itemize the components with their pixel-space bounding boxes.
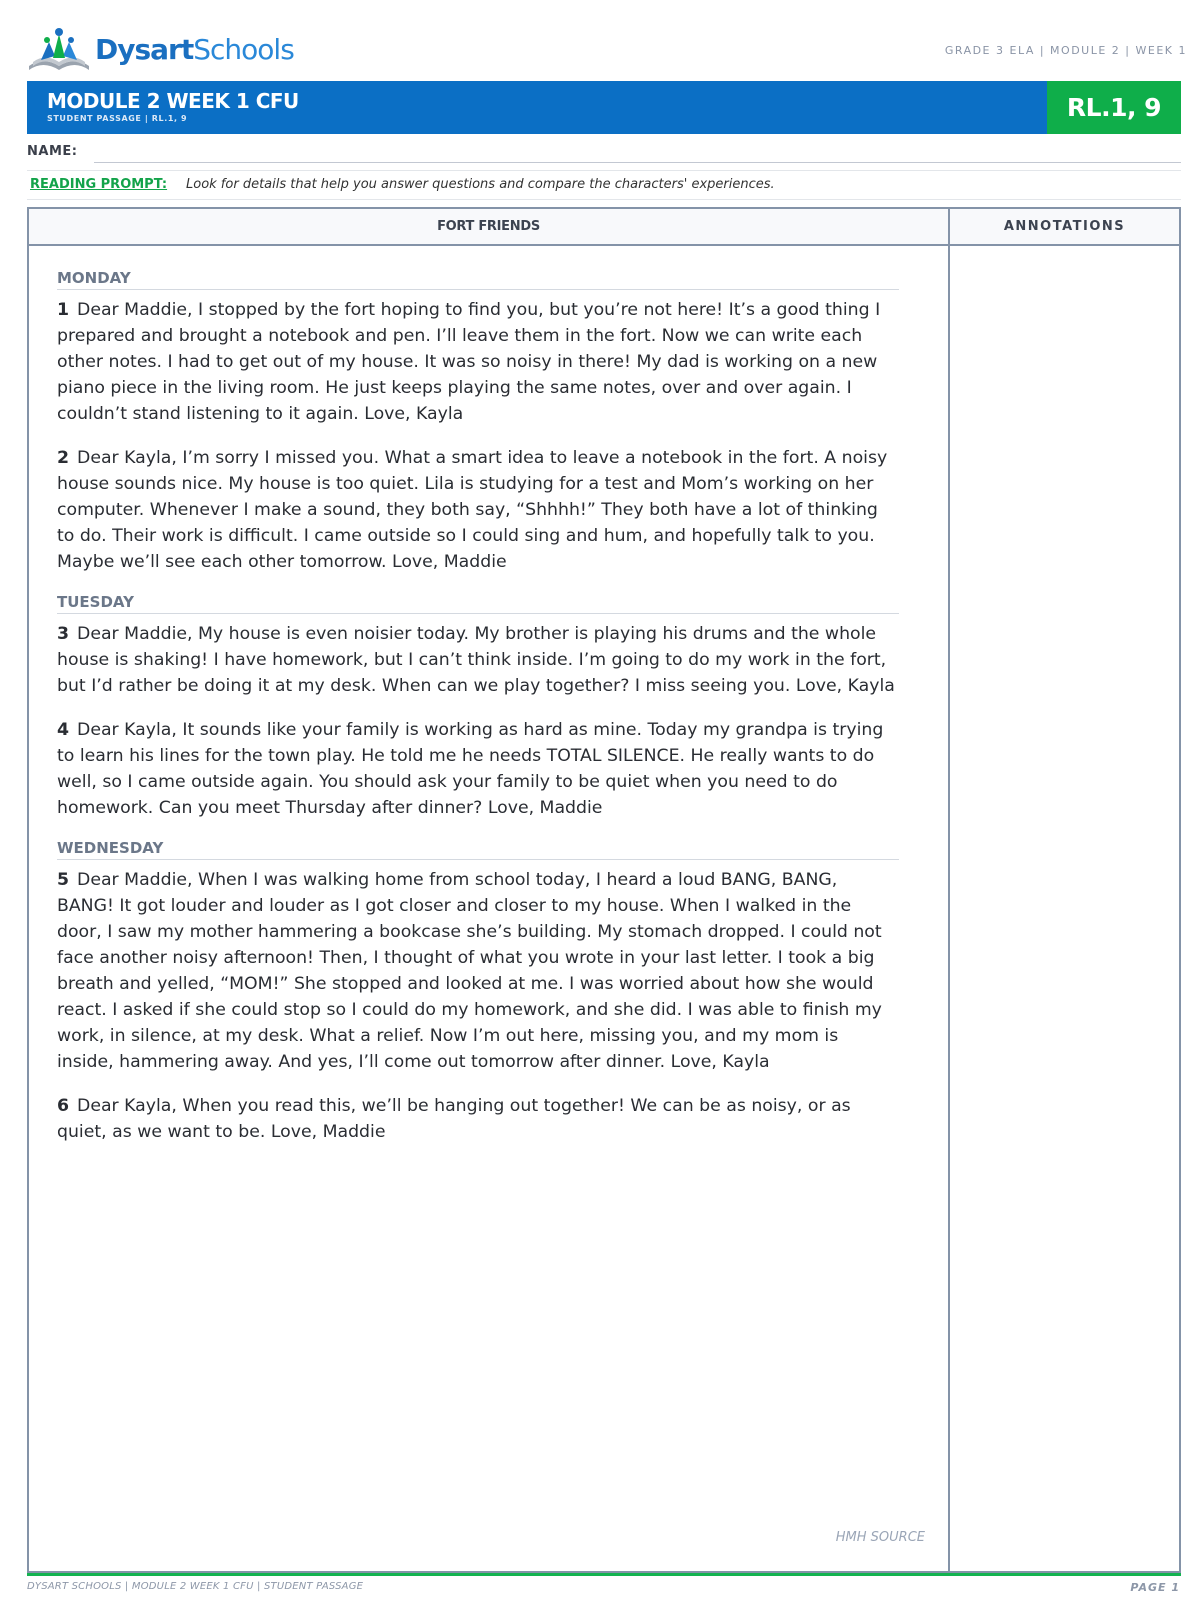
- source-credit: HMH SOURCE: [835, 1530, 925, 1545]
- paragraph-number: 2: [57, 448, 70, 468]
- paragraph-text: Dear Kayla, It sounds like your family is working as hard as mine. Today my grandpa is trying to learn his lines for the town play. He told me he needs TOTAL SILENCE. He really wants to do well, so I came outside again. You should ask your family to be quiet when you need to do homework. Can you meet Thursday after dinner? Love, Maddie: [57, 720, 884, 818]
- passage-body: [57, 269, 899, 1163]
- paragraph-number: 6: [57, 1096, 70, 1116]
- footer-document-label: DYSART SCHOOLS | MODULE 2 WEEK 1 CFU | STUDENT PASSAGE: [27, 1581, 364, 1592]
- passage-paragraph-1: [57, 297, 899, 427]
- passage-paragraph-2: [57, 445, 899, 575]
- paragraph-number: 1: [57, 300, 70, 320]
- passage-paragraph-6: [57, 1093, 899, 1145]
- paragraph-number: 5: [57, 870, 70, 890]
- name-field-line[interactable]: [94, 162, 1181, 163]
- day-heading-wednesday: WEDNESDAY: [57, 839, 899, 860]
- name-row: [27, 142, 1181, 164]
- reading-prompt-text: Look for details that help you answer questions and compare the characters' experiences.: [186, 177, 775, 192]
- reading-prompt-label: READING PROMPT:: [30, 177, 168, 192]
- reading-prompt: [27, 170, 1181, 200]
- paragraph-text: Dear Maddie, My house is even noisier today. My brother is playing his drums and the whole house is shaking! I have homework, but I can’t think inside. I’m going to do my work in the fort, but I’d rather be doing it at my desk. When can we play together? I miss seeing you. Love, Kayla: [57, 624, 895, 696]
- logo-wordmark: DysartSchools: [95, 32, 294, 66]
- title-banner: [27, 81, 1181, 134]
- paragraph-text: Dear Kayla, I’m sorry I missed you. What a smart idea to leave a notebook in the fort. A noisy house sounds nice. My house is too quiet. Lila is studying for a test and Mom’s working on her computer. Whenever I make a sound, they both say, “Shhhh!” They both have a lot of thinking to do. Their work is difficult. I came outside so I could sing and hum, and hopefully talk to you. Maybe we’ll see each other tomorrow. Love, Maddie: [57, 448, 888, 572]
- footer-divider: [27, 1573, 1181, 1576]
- grade-module-week-label: GRADE 3 ELA | MODULE 2 | WEEK 1: [944, 44, 1187, 57]
- open-book-logo-icon: [27, 26, 91, 72]
- page-title: MODULE 2 WEEK 1 CFU: [47, 89, 299, 113]
- paragraph-text: Dear Maddie, I stopped by the fort hoping to find you, but you’re not here! It’s a good thing I prepared and brought a notebook and pen. I’ll leave them in the fort. Now we can write each other notes. I had to get out of my house. It was so noisy in there! My dad is working on a new piano piece in the living room. He just keeps playing the same notes, over and over again. I couldn’t stand listening to it again. Love, Kayla: [57, 300, 881, 424]
- table-header-row: [29, 209, 1179, 246]
- day-heading-monday: MONDAY: [57, 269, 899, 290]
- page-subtitle: STUDENT PASSAGE | RL.1, 9: [47, 114, 188, 123]
- passage-paragraph-3: [57, 621, 899, 699]
- dysart-logo: [27, 24, 294, 74]
- passage-title-header: FORT FRIENDS: [437, 219, 540, 234]
- passage-paragraph-4: [57, 717, 899, 821]
- paragraph-text: Dear Maddie, When I was walking home from school today, I heard a loud BANG, BANG, BANG! It got louder and louder as I got closer and closer to my house. When I walked in the door, I saw my mother hammering a bookcase she’s building. My stomach dropped. I could not face another noisy afternoon! Then, I thought of what you wrote in your last letter. I took a big breath and yelled, “MOM!” She stopped and looked at me. I was worried about how she would react. I asked if she could stop so I could do my homework, and she did. I was able to finish my work, in silence, at my desk. What a relief. Now I’m out here, missing you, and my mom is inside, hammering away. And yes, I’ll come out tomorrow after dinner. Love, Kayla: [57, 870, 882, 1072]
- page-number: PAGE 1: [1130, 1581, 1180, 1594]
- day-heading-tuesday: TUESDAY: [57, 593, 899, 614]
- passage-table: [27, 207, 1181, 1573]
- name-label: NAME:: [27, 144, 78, 159]
- passage-paragraph-5: [57, 867, 899, 1075]
- paragraph-number: 3: [57, 624, 70, 644]
- column-divider: [948, 209, 950, 1571]
- paragraph-number: 4: [57, 720, 70, 740]
- standard-badge: RL.1, 9: [1047, 81, 1181, 134]
- paragraph-text: Dear Kayla, When you read this, we’ll be hanging out together! We can be as noisy, or as quiet, as we want to be. Love, Maddie: [57, 1096, 851, 1142]
- annotations-header: ANNOTATIONS: [1003, 219, 1126, 234]
